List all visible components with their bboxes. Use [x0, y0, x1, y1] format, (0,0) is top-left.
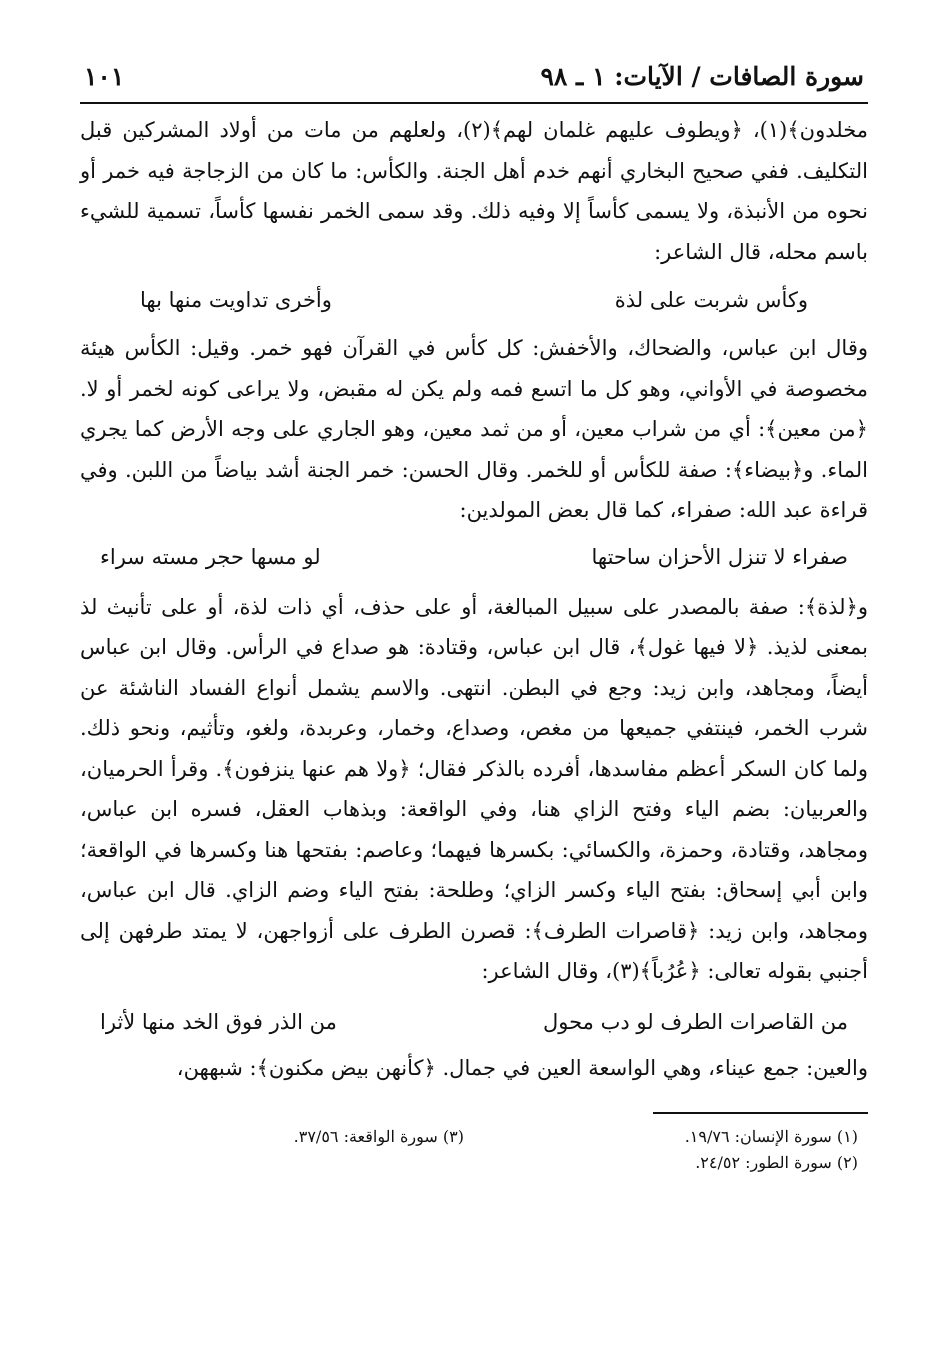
paragraph-1: مخلدون﴾(١)، ﴿ويطوف عليهم غلمان لهم﴾(٢)، ولعلهم من مات من أولاد المشركين قبل التكليف. ففي صحيح البخاري أنهم خدم أهل الجنة. والكأس: ما كان من الزجاجة فيه خمر أو نحوه من الأنبذة، ولا يسمى كأساً إلا وفيه ذلك. وقد سمى الخمر نفسها كأساً، تسمية للشيء باسم محله، قال الشاعر:	[80, 118, 868, 264]
page-number: ١٠١	[84, 62, 125, 91]
verse-1-second-hemistich: وأخرى تداويت منها بها	[140, 288, 332, 312]
footnote-1: (١) سورة الإنسان: ١٩/٧٦.	[684, 1127, 858, 1146]
footnote-3: (٣) سورة الواقعة: ٣٧/٥٦.	[293, 1127, 464, 1146]
verse-3-second-hemistich: من الذر فوق الخد منها لأثرا	[100, 1009, 337, 1034]
footnotes-column-left	[80, 1124, 474, 1176]
paragraph-3: و﴿لذة﴾: صفة بالمصدر على سبيل المبالغة، أو على حذف، أي ذات لذة، أو على تأنيث لذ بمعنى لذيذ. ﴿لا فيها غول﴾، قال ابن عباس، وقتادة: هو صداع في الرأس. وقال ابن عباس أيضاً، ومجاهد، وابن زيد: وجع في البطن. انتهى. والاسم يشمل أنواع الفساد الناشئة عن شرب الخمر، فينتفي جميعها من مغص، وصداع، وخمار، وعربدة، ولغو، وتأثيم، ونحو ذلك. ولما كان السكر أعظم مفاسدها، أفرده بالذكر فقال؛ ﴿ولا هم عنها ينزفون﴾. وقرأ الحرميان، والعربيان: بضم الياء وفتح الزاي هنا، وفي الواقعة: وبذهاب العقل، فسره ابن عباس، ومجاهد، وقتادة، وحمزة، والكسائي: بكسرها فيهما؛ وعاصم: بفتحها هنا وكسرها في الواقعة؛ وابن أبي إسحاق: بفتح الياء وكسر الزاي؛ وطلحة: بفتح الياء وضم الزاي. قال ابن عباس، ومجاهد، وابن زيد: ﴿قاصرات الطرف﴾: قصرن الطرف على أزواجهن، لا يمتد طرفهن إلى أجنبي بقوله تعالى: ﴿عُرُباً﴾(٣)، وقال الشاعر:	[80, 594, 869, 983]
header-rule	[80, 102, 868, 104]
page-body	[80, 110, 868, 1088]
footnotes-column-right	[474, 1124, 868, 1176]
footnote-2: (٢) سورة الطور: ٢٤/٥٢.	[695, 1153, 858, 1172]
footnotes	[80, 1124, 868, 1176]
verse-1-first-hemistich: وكأس شربت على لذة	[614, 288, 808, 312]
poetry-verse-1	[80, 272, 868, 328]
footnote-rule	[653, 1112, 868, 1114]
paragraph-2: وقال ابن عباس، والضحاك، والأخفش: كل كأس في القرآن فهو خمر. وقيل: الكأس هيئة مخصوصة في الأواني، وهو كل ما اتسع فمه ولم يكن له مقبض، ولا يراعى كونه لخمر أو لا. ﴿من معين﴾: أي من شراب معين، أو من ثمد معين، وهو الجاري على وجه الأرض كما يجري الماء. و﴿بيضاء﴾: صفة للكأس أو للخمر. وقال الحسن: خمر الجنة أشد بياضاً من اللبن. وفي قراءة عبد الله: صفراء، كما قال بعض المولدين:	[80, 336, 868, 522]
paragraph-4: والعين: جمع عيناء، وهي الواسعة العين في جمال. ﴿كأنهن بيض مكنون﴾: شبههن،	[176, 1055, 868, 1080]
poetry-verse-3	[80, 992, 868, 1048]
page-header	[80, 60, 868, 104]
verse-3-first-hemistich: من القاصرات الطرف لو دب محول	[543, 1009, 848, 1034]
running-title: سورة الصافات / الآيات: ١ ـ ٩٨	[540, 62, 864, 91]
verse-2-second-hemistich: لو مسها حجر مسته سراء	[100, 544, 321, 569]
poetry-verse-2	[80, 531, 868, 587]
book-page	[80, 60, 868, 1176]
verse-2-first-hemistich: صفراء لا تنزل الأحزان ساحتها	[591, 544, 848, 569]
